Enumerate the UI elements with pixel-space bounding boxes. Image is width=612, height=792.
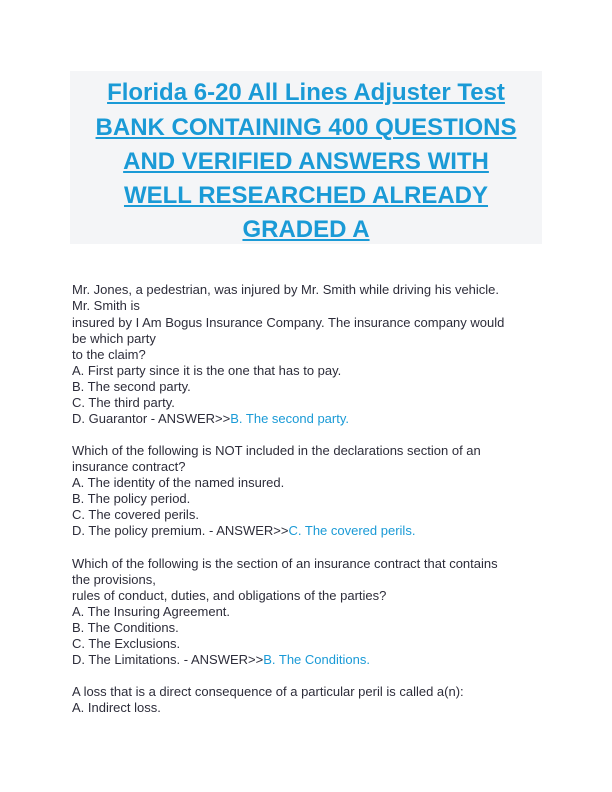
answer-option: A. The Insuring Agreement. [72,604,231,619]
question-text: Which of the following is NOT included in the declarations section of an [72,443,481,458]
question-text: Mr. Smith is [72,298,140,313]
answer-option: D. The policy premium. - ANSWER>> [72,523,289,538]
answer-option: D. Guarantor - ANSWER>> [72,411,231,426]
answer-option: B. The policy period. [72,491,191,506]
question-text: A loss that is a direct consequence of a particular peril is called a(n): [72,684,464,699]
question-text: Mr. Jones, a pedestrian, was injured by Mr. Smith while driving his vehicle. [72,282,500,297]
document-title-line[interactable]: BANK CONTAINING 400 QUESTIONS [95,114,517,141]
answer-option: A. Indirect loss. [72,700,161,715]
answer-option: A. The identity of the named insured. [72,475,285,490]
document-title-line[interactable]: GRADED A [242,216,370,243]
answer-option: A. First party since it is the one that has to pay. [72,363,342,378]
question-text: the provisions, [72,572,156,587]
answer-option: D. The Limitations. - ANSWER>> [72,652,264,667]
answer-option: C. The covered perils. [72,507,199,522]
answer-option: B. The Conditions. [72,620,179,635]
answer-line [72,523,415,539]
answer-line [72,411,349,427]
answer-option: C. The Exclusions. [72,636,181,651]
question-text: to the claim? [72,347,146,362]
document-title-line[interactable]: AND VERIFIED ANSWERS WITH [123,148,489,175]
document-title-box [70,71,542,244]
question-text: insurance contract? [72,459,186,474]
answer-line [72,652,370,668]
answer-option: C. The third party. [72,395,175,410]
correct-answer: C. The covered perils. [288,523,416,538]
document-title-line[interactable]: WELL RESEARCHED ALREADY [123,182,489,209]
answer-option: B. The second party. [72,379,191,394]
correct-answer: B. The second party. [230,411,349,426]
correct-answer: B. The Conditions. [263,652,370,667]
question-text: rules of conduct, duties, and obligations of the parties? [72,588,387,603]
document-title-line[interactable]: Florida 6-20 All Lines Adjuster Test [107,79,505,106]
question-text: be which party [72,331,156,346]
question-text: insured by I Am Bogus Insurance Company. The insurance company would [72,315,505,330]
question-text: Which of the following is the section of an insurance contract that contains [72,556,498,571]
